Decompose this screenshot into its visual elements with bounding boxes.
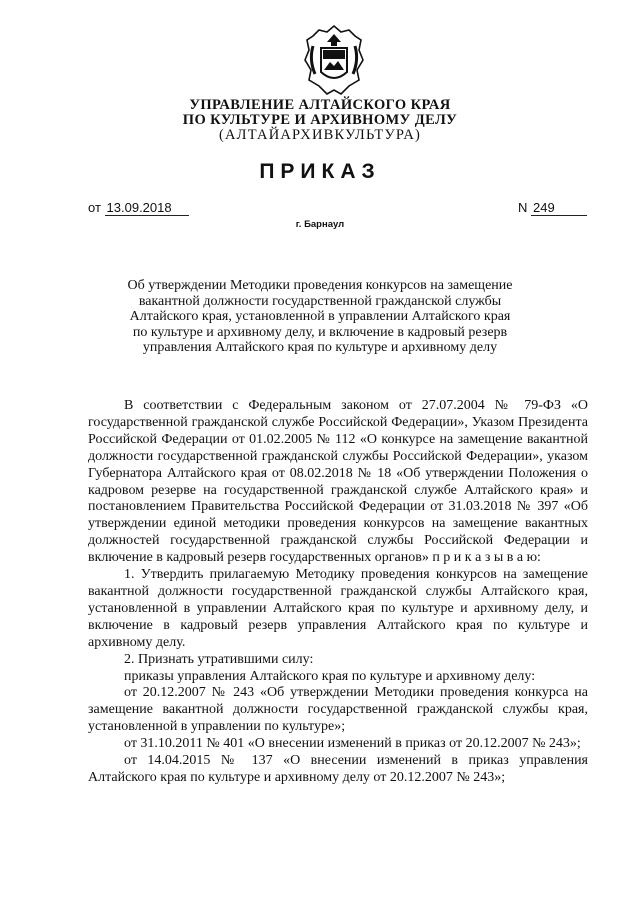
subject-line: вакантной должности государственной гражданской службы <box>138 293 502 309</box>
order-number <box>518 200 587 216</box>
subject-line: Алтайского края, установленной в управлении Алтайского края <box>129 309 511 324</box>
document-type: ПРИКАЗ <box>259 160 381 183</box>
org-name-line1: УПРАВЛЕНИЕ АЛТАЙСКОГО КРАЯ <box>189 97 451 113</box>
repealed-orders-intro: приказы управления Алтайского края по культуре и архивному делу: <box>124 668 536 684</box>
preamble-paragraph: В соответствии с Федеральным законом от 27.07.2004 № 79-ФЗ «О государственной гражданской службе Российской Федерации», Указом Президента Российской Федерации от 01.02.2005 № 112 «О конкурсе на замещение вакантной должности государственной гражданской службы Российской Федерации», указом Губернатора Алтайского края от 08.02.2018 № 18 «Об утверждении Положения о кадровом резерве на государственной гражданской службе Алтайского края» и постановлением Правительства Российской Федерации от 31.03.2018 № 397 «Об утверждении единой методики проведения конкурсов на замещение вакантных должностей государственной гражданской службы Российской Федерации и включение в кадровый резерв государственных органов» п р и к а з ы в а ю: <box>88 398 588 566</box>
org-abbreviation: (АЛТАЙАРХИВКУЛЬТУРА) <box>218 127 422 143</box>
item-2-paragraph: 2. Признать утратившими силу: <box>124 651 314 667</box>
coat-of-arms-emblem <box>297 20 371 100</box>
subject-line: Об утверждении Методики проведения конкурсов на замещение <box>127 278 513 293</box>
repealed-order-401: от 31.10.2011 № 401 «О внесении изменений в приказ от 20.12.2007 № 243»; <box>124 736 581 752</box>
city: г. Барнаул <box>295 219 345 230</box>
number-value: 249 <box>531 200 587 216</box>
item-1-paragraph: 1. Утвердить прилагаемую Методику проведения конкурсов на замещение вакантной должности государственной гражданской службы Алтайского края, установленной в управлении Алтайского края по культуре и архивному делу, и включение в кадровый резерв управления Алтайского края по культуре и архивному делу. <box>88 567 588 650</box>
repealed-order-137: от 14.04.2015 № 137 «О внесении изменений в приказ управления Алтайского края по культуре и архивному делу от 20.12.2007 № 243»; <box>88 753 588 785</box>
order-date <box>88 200 189 216</box>
subject-line: управления Алтайского края по культуре и архивному делу <box>142 340 498 355</box>
subject-line: по культуре и архивному делу, и включение в кадровый резерв <box>132 324 508 340</box>
org-name-line2: ПО КУЛЬТУРЕ И АРХИВНОМУ ДЕЛУ <box>182 112 458 128</box>
order-subject <box>100 278 540 356</box>
date-label: от <box>88 200 101 215</box>
order-body <box>88 398 588 787</box>
date-value: 13.09.2018 <box>105 200 189 216</box>
organization-name <box>0 98 640 143</box>
number-label: N <box>518 200 528 215</box>
repealed-order-243: от 20.12.2007 № 243 «Об утверждении Методики проведения конкурса на замещение вакантной должности государственной гражданской службы края, установленной в управлении по культуре»; <box>88 685 588 735</box>
